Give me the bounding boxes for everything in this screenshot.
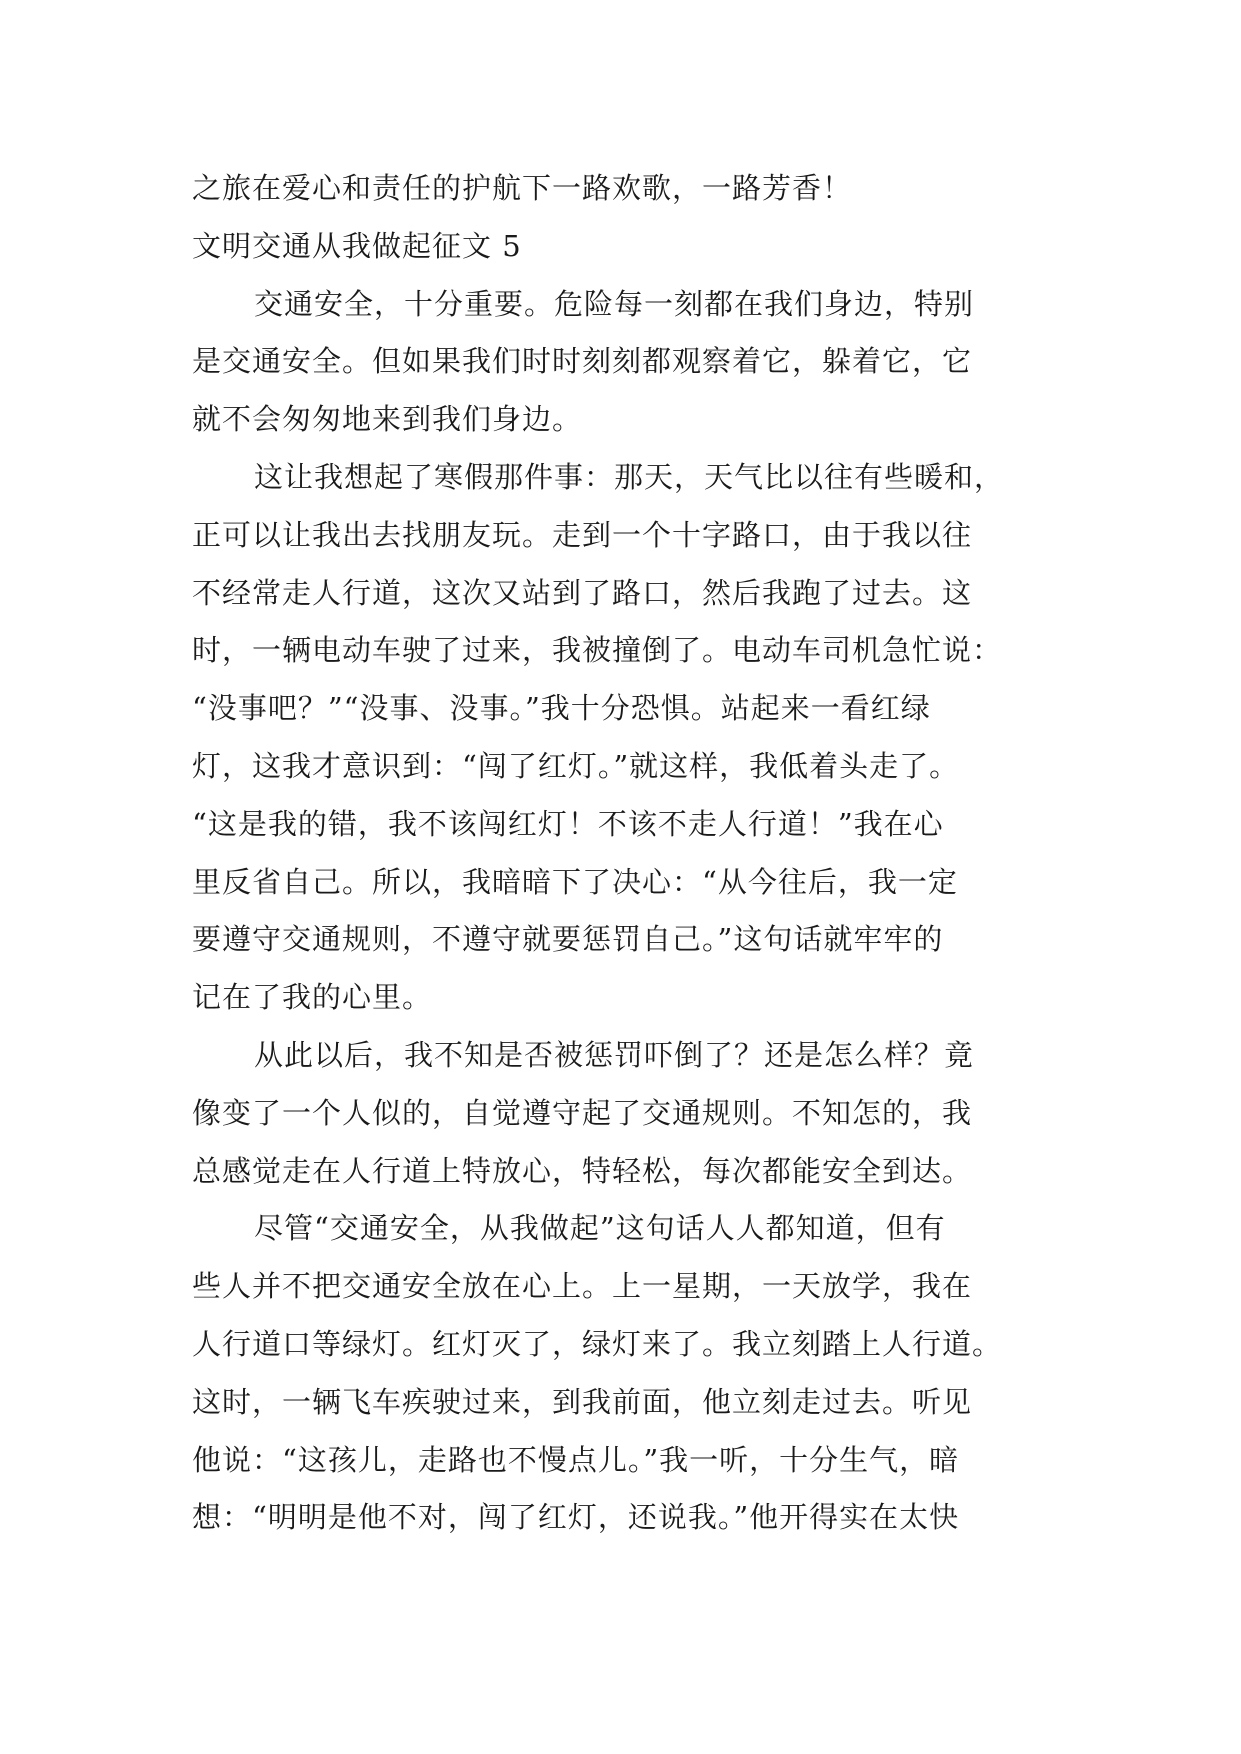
paragraph-4-line: 想：“明明是他不对，闯了红灯，还说我。”他开得实在太快 xyxy=(192,1500,960,1535)
paragraph-4-line: 他说：“这孩儿，走路也不慢点儿。”我一听，十分生气，暗 xyxy=(192,1442,960,1477)
paragraph-4-line: 尽管“交通安全，从我做起”这句话人人都知道，但有 xyxy=(254,1211,946,1246)
paragraph-3-line: 从此以后，我不知是否被惩罚吓倒了？还是怎么样？竟 xyxy=(254,1037,975,1072)
text-line: 之旅在爱心和责任的护航下一路欢歌，一路芳香！ xyxy=(192,171,853,205)
paragraph-2-line: 这让我想起了寒假那件事：那天，天气比以往有些暖和， xyxy=(254,459,1005,494)
paragraph-4-line: 这时，一辆飞车疾驶过来，到我前面，他立刻走过去。听见 xyxy=(192,1384,973,1419)
paragraph-2-line: 不经常走人行道，这次又站到了路口，然后我跑了过去。这 xyxy=(192,575,973,610)
paragraph-2-line: 时，一辆电动车驶了过来，我被撞倒了。电动车司机急忙说： xyxy=(192,633,1003,668)
section-title: 文明交通从我做起征文 5 xyxy=(192,228,522,263)
paragraph-1-line: 就不会匆匆地来到我们身边。 xyxy=(192,402,583,437)
paragraph-2-line: “没事吧？”“没事、没事。”我十分恐惧。站起来一看红绿 xyxy=(192,691,931,726)
paragraph-4-line: 些人并不把交通安全放在心上。上一星期，一天放学，我在 xyxy=(192,1269,973,1304)
paragraph-2-line: 要遵守交通规则，不遵守就要惩罚自己。”这句话就牢牢的 xyxy=(192,922,944,957)
paragraph-2-line: “这是我的错，我不该闯红灯！不该不走人行道！”我在心 xyxy=(192,806,944,841)
paragraph-2-line: 正可以让我出去找朋友玩。走到一个十字路口，由于我以往 xyxy=(192,517,973,552)
paragraph-1-line: 交通安全，十分重要。危险每一刻都在我们身边，特别 xyxy=(254,286,975,321)
paragraph-4-line: 人行道口等绿灯。红灯灭了，绿灯来了。我立刻踏上人行道。 xyxy=(192,1326,1003,1361)
paragraph-2-line: 记在了我的心里。 xyxy=(192,980,433,1015)
paragraph-3-line: 像变了一个人似的，自觉遵守起了交通规则。不知怎的，我 xyxy=(192,1095,973,1130)
document-body xyxy=(192,160,1062,1547)
paragraph-3-line: 总感觉走在人行道上特放心，特轻松，每次都能安全到达。 xyxy=(192,1153,973,1188)
paragraph-1-line: 是交通安全。但如果我们时时刻刻都观察着它，躲着它，它 xyxy=(192,344,973,379)
paragraph-2-line: 里反省自己。所以，我暗暗下了决心：“从今往后，我一定 xyxy=(192,864,958,899)
paragraph-2-line: 灯，这我才意识到：“闯了红灯。”就这样，我低着头走了。 xyxy=(192,748,960,783)
